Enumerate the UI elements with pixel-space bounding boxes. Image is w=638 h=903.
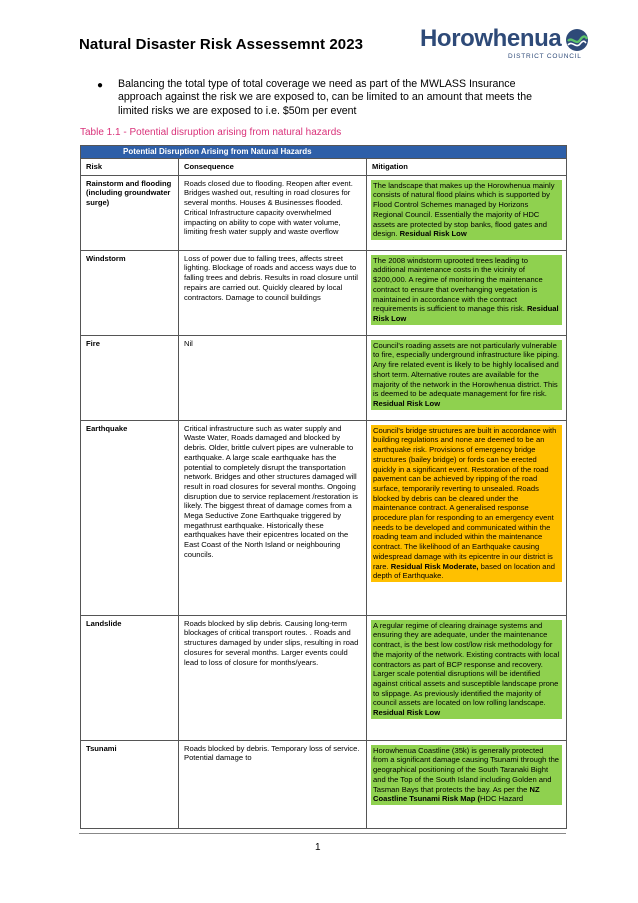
column-header: Mitigation [367,159,567,176]
logo-subtitle: DISTRICT COUNCIL [508,53,582,60]
mitigation-cell [367,740,567,828]
mitigation-text: Horowhenua Coastline (35k) is generally protected from a significant damage causing Tsunami through the geographical positioning of the South Taranaki Bight and the Top of the South Island including Golden and Tasman Bays that protects the bay. As per the [373,745,560,794]
table-row [81,250,567,335]
page-number: 1 [315,842,321,853]
mitigation-cell [367,250,567,335]
bullet-icon: ● [97,80,104,91]
mitigation-cell [367,175,567,250]
risk-cell: Fire [81,335,179,420]
footer-rule [79,833,566,834]
mitigation-text: The 2008 windstorm uprooted trees leading to additional maintenance costs in the vicinity of $200,000. A regime of monitoring the maintenance contract to ensure that overhanging vegetation is maintained in accordance with the contract requirements is sufficient to manage this risk. [373,255,543,314]
mitigation-highlight [371,745,562,805]
mitigation-text: The landscape that makes up the Horowhenua mainly consists of natural flood plains which is supported by Flood Control Schemes managed by Horizons Regional Council. Essentially the majority of HDC assets are protected by stop banks, flood gates and design. [373,180,555,239]
table-row [81,420,567,615]
logo-wordmark: Horowhenua [420,25,562,52]
residual-risk-label: Residual Risk Low [399,229,467,239]
mitigation-tail: HDC Hazard [480,794,524,804]
council-logo [420,26,590,70]
mitigation-highlight [371,340,562,410]
consequence-cell: Roads blocked by slip debris. Causing long-term blockages of critical transport routes. . Roads and structures damaged by under slips, resulting in road closures for several months. Larger events could lead to loss of closure for months/years. [179,615,367,740]
mitigation-text: Council's bridge structures are built in accordance with building regulations and none are deemed to be an earthquake risk. Provisions of emergency bridge structures (bailey bridge) or fords can be erected quickly in a significant event. Restoration of the road pavement can be achieved by ripping of the road surface, temporarily reverting to unsealed. Roads blocked by debris can be cleared under the maintenance contract. A generalised response procedure plan for responding to an emergency event needs to be developed and communicated within the roading team and included within the maintenance contract. The likelihood of an Earthquake causing widespread damage with its epicentre in our district is rare. [373,425,557,571]
wave-icon [565,28,589,52]
residual-risk-label: NZ Coastline Tsunami Risk Map ( [373,784,540,804]
column-header: Consequence [179,159,367,176]
intro-bullet: Balancing the total type of total coverage we need as part of the MWLASS Insurance approach against the risk we are exposed to, can be limited to an amount that meets the limited risks we are exposed to i.e. $50m per event [118,78,532,117]
risk-cell: Windstorm [81,250,179,335]
table-row [81,175,567,250]
consequence-cell: Roads closed due to flooding. Reopen after event. Bridges washed out, resulting in road closures for several months. Houses & Businesses flooded. Critical Infrastructure capacity overwhelmed impacting on ability to cope with water volume, limiting fresh water supply and waste overflow [179,175,367,250]
risk-table [80,145,567,829]
mitigation-highlight [371,425,562,582]
table-row [81,335,567,420]
residual-risk-label: Residual Risk Moderate, [390,561,479,571]
residual-risk-label: Residual Risk Low [373,398,441,408]
mitigation-cell [367,615,567,740]
consequence-cell: Nil [179,335,367,420]
risk-cell: Earthquake [81,420,179,615]
risk-cell: Rainstorm and flooding (including groundwater surge) [81,175,179,250]
residual-risk-label: Residual Risk Low [373,708,441,718]
column-header: Risk [81,159,179,176]
table-banner: Potential Disruption Arising from Natural Hazards [81,146,567,159]
risk-cell: Tsunami [81,740,179,828]
mitigation-cell [367,335,567,420]
mitigation-highlight [371,255,562,325]
residual-risk-label: Residual Risk Low [373,304,559,323]
mitigation-cell [367,420,567,615]
risk-cell: Landslide [81,615,179,740]
table-header-row [81,159,567,176]
consequence-cell: Roads blocked by debris. Temporary loss of service. Potential damage to [179,740,367,828]
consequence-cell: Loss of power due to falling trees, affects street lighting. Blockage of roads and access ways due to falling trees and debris. Results in road closure until repairs are carried out. Quickly cleared by local contractors. Damage to council buildings [179,250,367,335]
consequence-cell: Critical infrastructure such as water supply and Waste Water, Roads damaged and blocked by debris. Older, brittle culvert pipes are vulnerable to earthquake. A large scale earthquake has the potential to completely disrupt the transportation network. Bridges and other structures damaged will result in road closures for several months. Ongoing disruption due to service replacement /restoration is likely. The biggest threat of damage comes from a Mega Seductive Zone Earthquake triggered by megathrust earthquake. Historically these earthquakes have their epicentres located on the East Coast of the North Island or neighbouring councils. [179,420,367,615]
mitigation-text: Council's roading assets are not particularly vulnerable to fire, especially underground infrastructure like piping. Any fire related event is likely to be highly localised and short term. Alternative routes are available for the majority of the network in the Horowhenua district. This is deemed to be adequate management for fire risk. [373,340,560,399]
mitigation-highlight [371,620,562,719]
table-row [81,615,567,740]
table-caption: Table 1.1 - Potential disruption arising from natural hazards [80,127,342,138]
mitigation-text: A regular regime of clearing drainage systems and ensuring they are adequate, under the maintenance contract, is the best low cost/low risk methodology for the majority of the network. Existing contracts with local contractors as part of BCP response and recovery. Larger scale potential disruptions will be identified against critical assets and susceptible landscape prone to slippage. As previously identified the majority of council assets are located on low rolling landscape. [373,620,560,708]
table-row [81,740,567,828]
mitigation-tail: based on location and depth of Earthquake. [373,561,555,581]
page-title: Natural Disaster Risk Assessemnt 2023 [79,36,364,53]
mitigation-highlight [371,180,562,240]
